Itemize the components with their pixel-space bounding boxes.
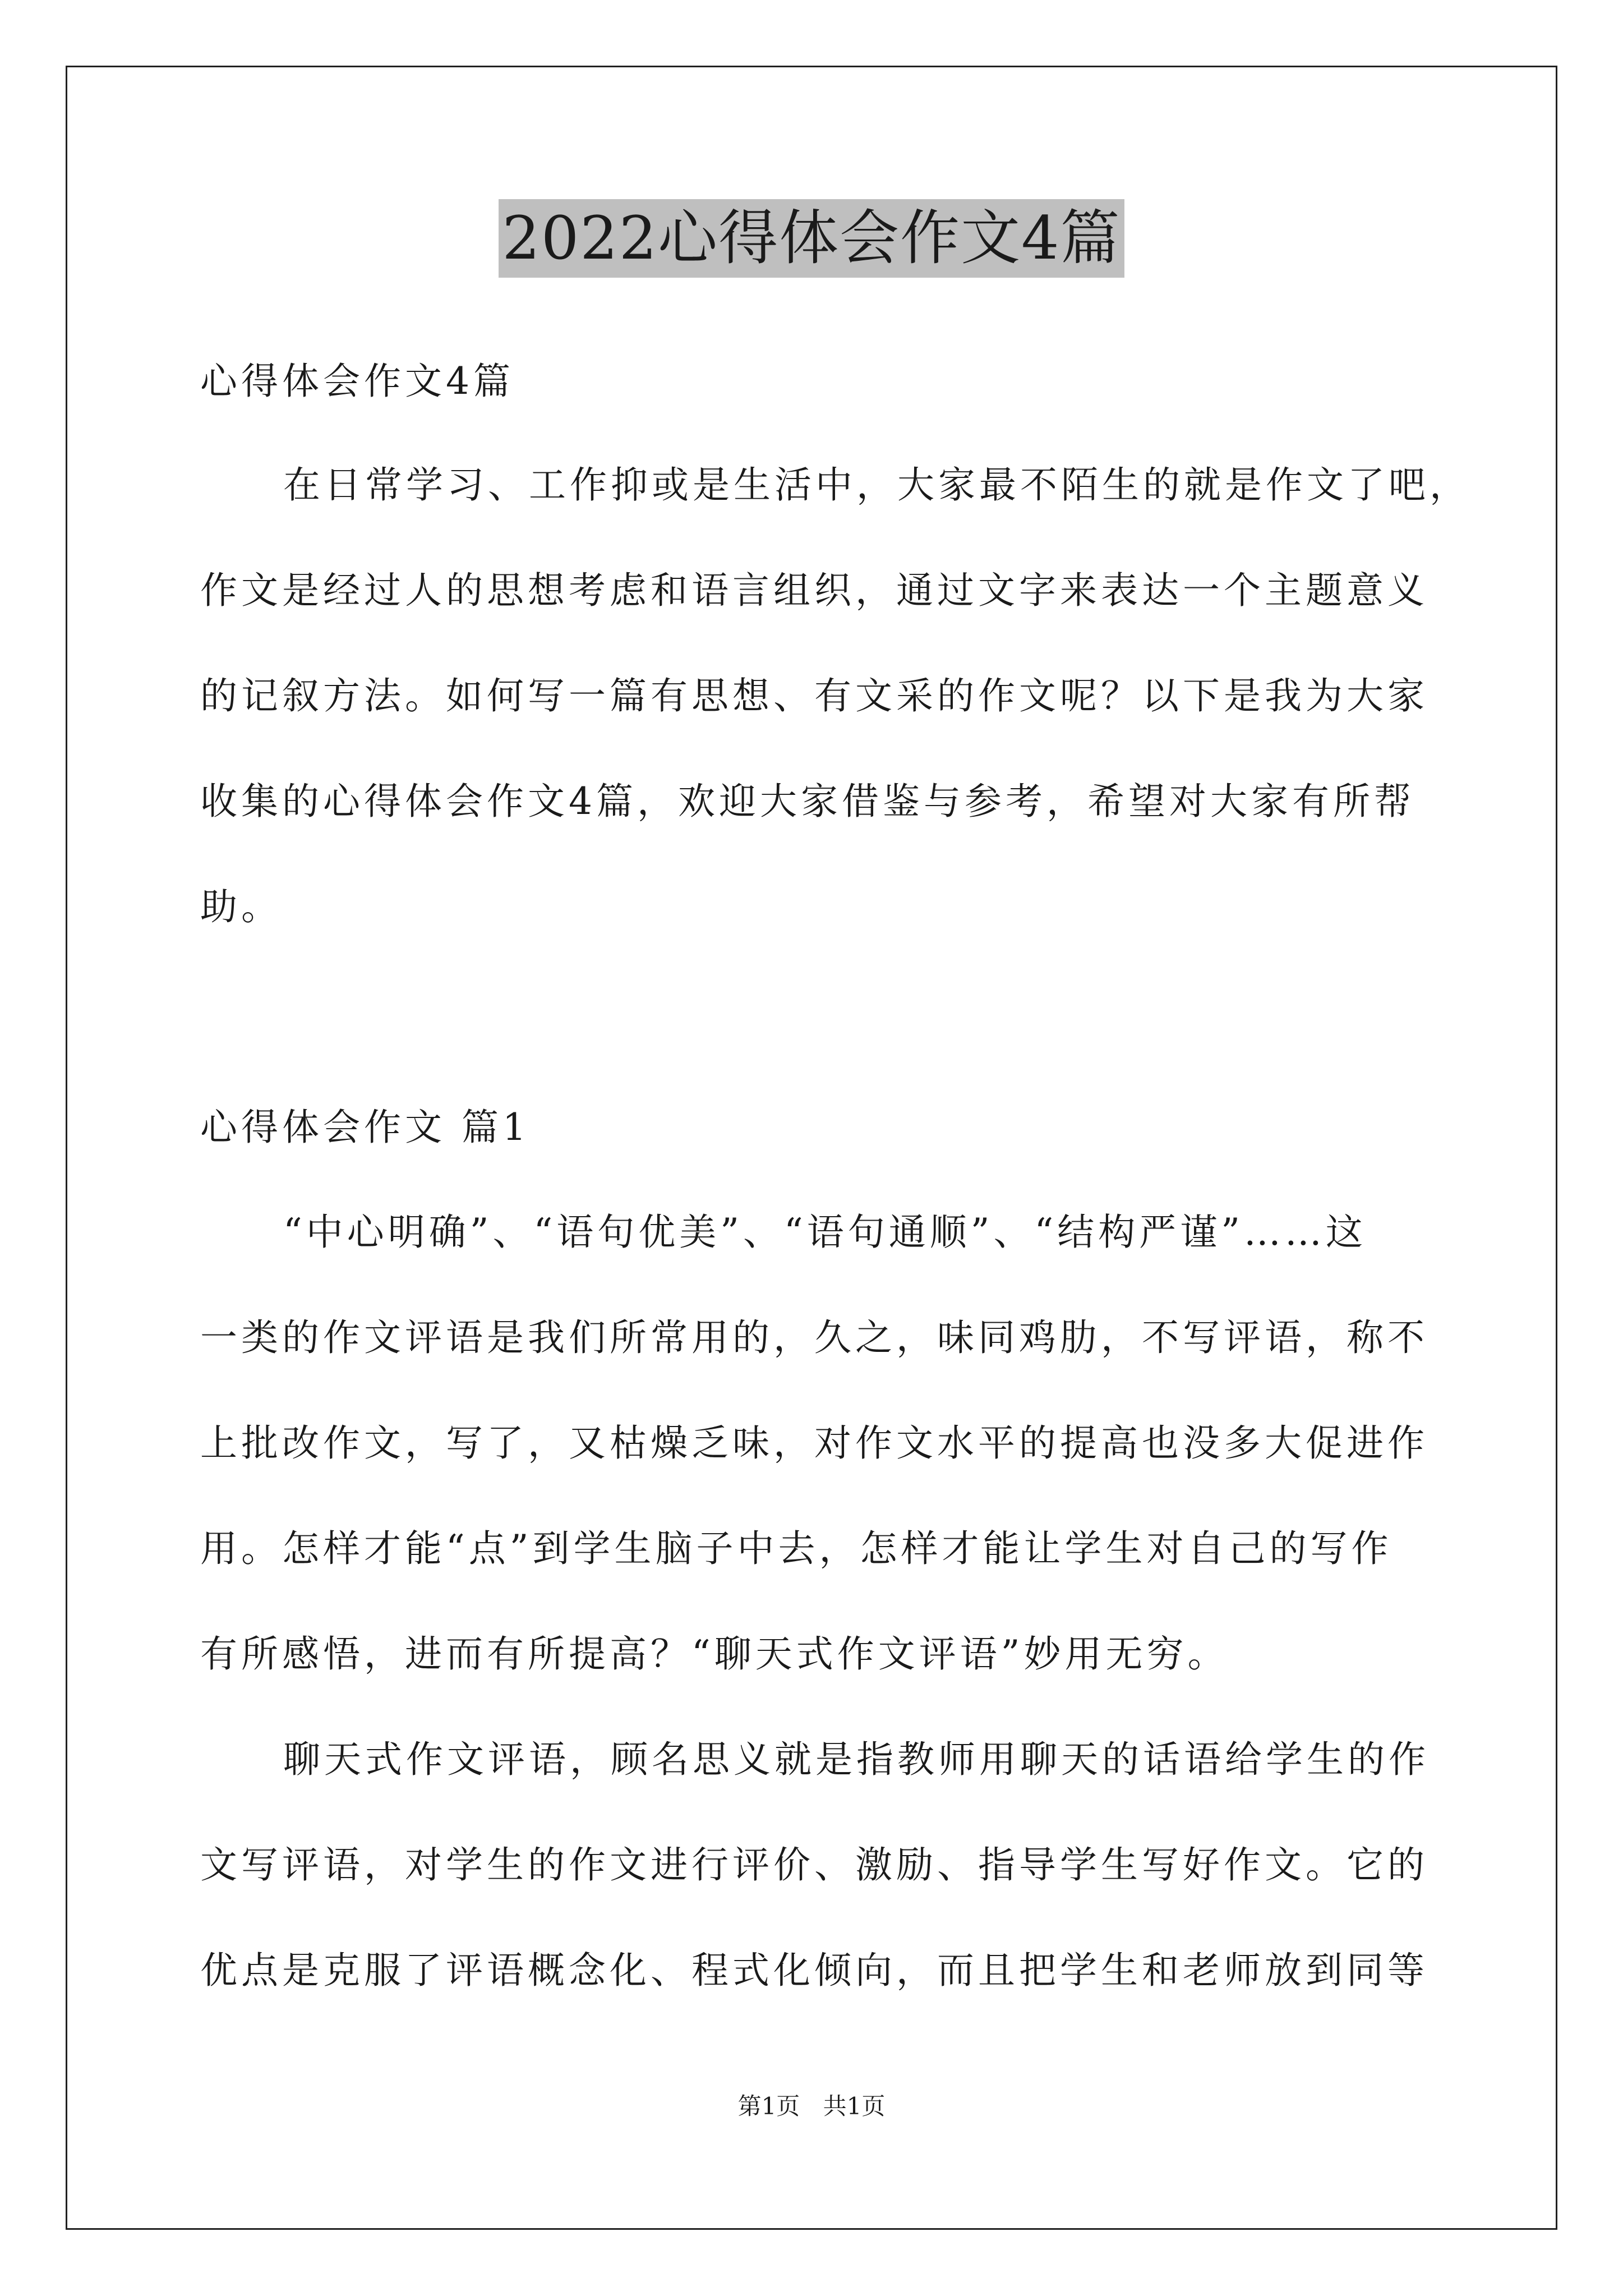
document-title: 2022心得体会作文4篇 bbox=[499, 199, 1124, 278]
paragraph1-line: 有所感悟，进而有所提高？“聊天式作文评语”妙用无穷。 bbox=[200, 1632, 1229, 1676]
intro-line: 助。 bbox=[200, 885, 282, 928]
page-footer bbox=[0, 2092, 1623, 2120]
intro-line: 在日常学习、工作抑或是生活中，大家最不陌生的就是作文了吧， bbox=[283, 463, 1470, 507]
paragraph1-line: 一类的作文评语是我们所常用的，久之，味同鸡肋，不写评语，称不 bbox=[200, 1316, 1428, 1359]
page-number-current: 第1页 bbox=[737, 2092, 800, 2120]
intro-line: 作文是经过人的思想考虑和语言组织，通过文字来表达一个主题意义 bbox=[200, 569, 1428, 612]
title-container bbox=[0, 199, 1623, 278]
intro-line: 的记叙方法。如何写一篇有思想、有文采的作文呢？以下是我为大家 bbox=[200, 674, 1428, 717]
document-subtitle: 心得体会作文4篇 bbox=[200, 360, 514, 403]
intro-line: 收集的心得体会作文4篇，欢迎大家借鉴与参考，希望对大家有所帮 bbox=[200, 780, 1415, 823]
paragraph2-line: 文写评语，对学生的作文进行评价、激励、指导学生写好作文。它的 bbox=[200, 1843, 1428, 1887]
paragraph1-line: “中心明确”、“语句优美”、“语句通顺”、“结构严谨”……这 bbox=[283, 1211, 1367, 1254]
paragraph1-line: 上批改作文，写了，又枯燥乏味，对作文水平的提高也没多大促进作 bbox=[200, 1421, 1428, 1465]
paragraph2-line: 优点是克服了评语概念化、程式化倾向，而且把学生和老师放到同等 bbox=[200, 1949, 1428, 1992]
paragraph1-line: 用。怎样才能“点”到学生脑子中去，怎样才能让学生对自己的写作 bbox=[200, 1527, 1393, 1570]
paragraph2-line: 聊天式作文评语，顾名思义就是指教师用聊天的话语给学生的作 bbox=[283, 1738, 1430, 1781]
section-heading: 心得体会作文 篇1 bbox=[200, 1106, 530, 1149]
page-number-total: 共1页 bbox=[823, 2092, 886, 2120]
